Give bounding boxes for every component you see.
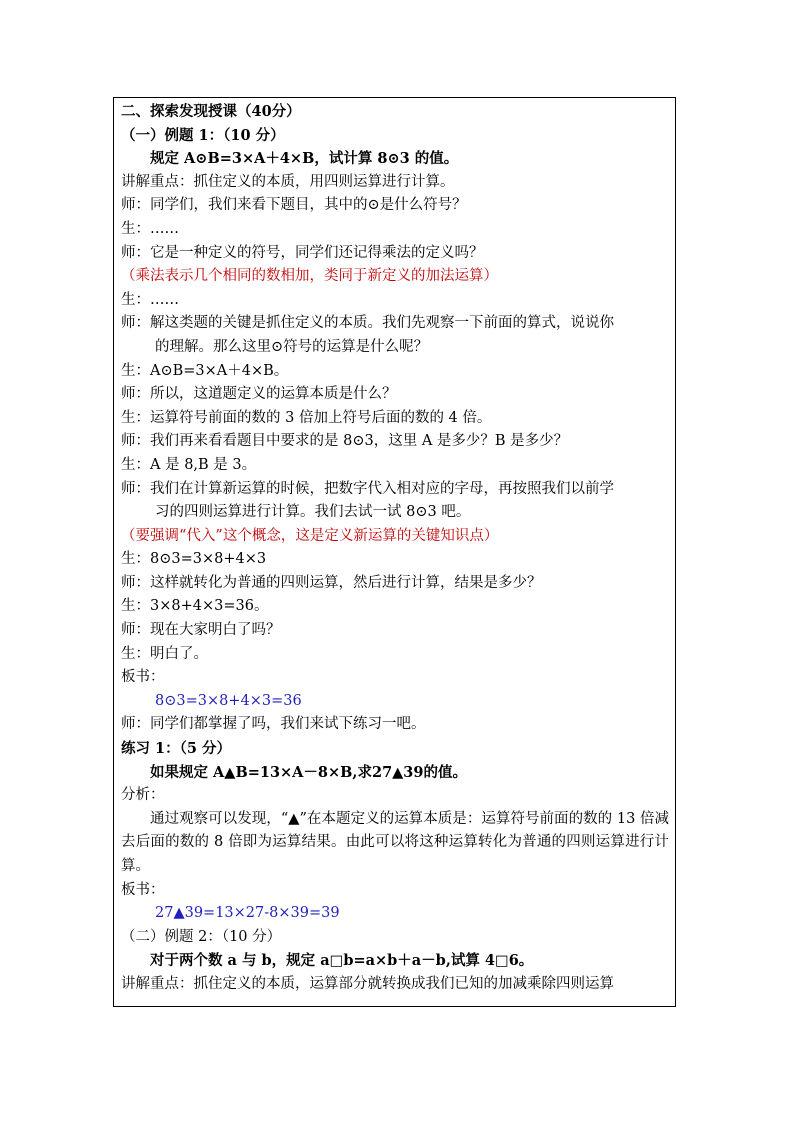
example2-problem: 对于两个数 a 与 b，规定 a□b=a×b＋a－b,试算 4□6。 xyxy=(150,952,534,970)
board-writing: 8⊙3=3×8+4×3=36 xyxy=(155,692,302,709)
example1-problem: 规定 A⊙B=3×A＋4×B，试计算 8⊙3 的值。 xyxy=(150,150,459,168)
dialogue-line: 生：明白了。 xyxy=(121,645,208,662)
dialogue-line: 师：它是一种定义的符号，同学们还记得乘法的定义吗？ xyxy=(121,244,484,261)
dialogue-line: 师：所以，这道题定义的运算本质是什么？ xyxy=(121,386,397,403)
dialogue-line: 生：运算符号前面的数的 3 倍加上符号后面的数的 4 倍。 xyxy=(121,409,492,426)
analysis-label: 分析： xyxy=(121,787,165,804)
teaching-note: （要强调“代入”这个概念，这是定义新运算的关键知识点） xyxy=(121,527,499,544)
dialogue-line: 生：A⊙B=3×A＋4×B。 xyxy=(121,362,289,379)
example1-key-point: 讲解重点：抓住定义的本质，用四则运算进行计算。 xyxy=(121,173,455,190)
practice1-heading: 练习 1：（5 分） xyxy=(121,740,232,758)
board-label: 板书： xyxy=(121,881,165,898)
dialogue-line: 生：…… xyxy=(121,291,179,308)
triangle-symbol: ▲ xyxy=(173,905,185,922)
section-title: 二、探索发现授课（40分） xyxy=(121,103,301,120)
example1-heading: （一）例题 1：（10 分） xyxy=(121,126,285,144)
dialogue-line: 师：同学们，我们来看下题目，其中的⊙是什么符号？ xyxy=(121,197,467,214)
analysis-paragraph: 通过观察可以发现，“▲”在本题定义的运算本质是：运算符号前面的数的 13 倍减去后面的数的 8 倍即为运算结果。由此可以将这种运算转化为普通的四则运算进行计算。 xyxy=(121,810,669,874)
dialogue-line: 生：3×8+4×3=36。 xyxy=(121,598,269,615)
board-label: 板书： xyxy=(121,669,165,686)
board-right: 39=13×27-8×39=39 xyxy=(184,905,340,922)
lesson-plan-table-cell xyxy=(113,97,676,1007)
dialogue-line: 师：同学们都掌握了吗，我们来试下练习一吧。 xyxy=(121,716,426,733)
dialogue-line: 师：这样就转化为普通的四则运算，然后进行计算，结果是多少？ xyxy=(121,574,542,591)
dialogue-line: 师：我们在计算新运算的时候，把数字代入相对应的字母，再按照我们以前学 xyxy=(121,480,614,497)
example2-heading: （二）例题 2：（10 分） xyxy=(121,928,282,945)
example2-key-point: 讲解重点：抓住定义的本质，运算部分就转换成我们已知的加减乘除四则运算 xyxy=(121,975,614,992)
dialogue-line: 生：…… xyxy=(121,220,179,237)
teaching-note: （乘法表示几个相同的数相加，类同于新定义的加法运算） xyxy=(121,268,498,285)
dialogue-line: 生：A 是 8,B 是 3。 xyxy=(121,456,257,473)
dialogue-line: 生：8⊙3=3×8+4×3 xyxy=(121,551,267,568)
practice1-problem: 如果规定 A▲B=13×A－8×B,求27▲39的值。 xyxy=(150,763,467,781)
dialogue-line-continuation: 的理解。那么这里⊙符号的运算是什么呢？ xyxy=(155,338,429,355)
board-left: 27 xyxy=(155,905,174,922)
dialogue-line: 师：现在大家明白了吗？ xyxy=(121,622,281,639)
dialogue-line-continuation: 习的四则运算进行计算。我们去试一试 8⊙3 吧。 xyxy=(155,504,471,521)
dialogue-line: 师：我们再来看看题目中要求的是 8⊙3，这里 A 是多少？B 是多少？ xyxy=(121,433,569,450)
dialogue-line: 师：解这类题的关键是抓住定义的本质。我们先观察一下前面的算式，说说你 xyxy=(121,315,614,332)
board-writing-practice xyxy=(121,902,669,926)
lesson-content xyxy=(121,100,669,997)
